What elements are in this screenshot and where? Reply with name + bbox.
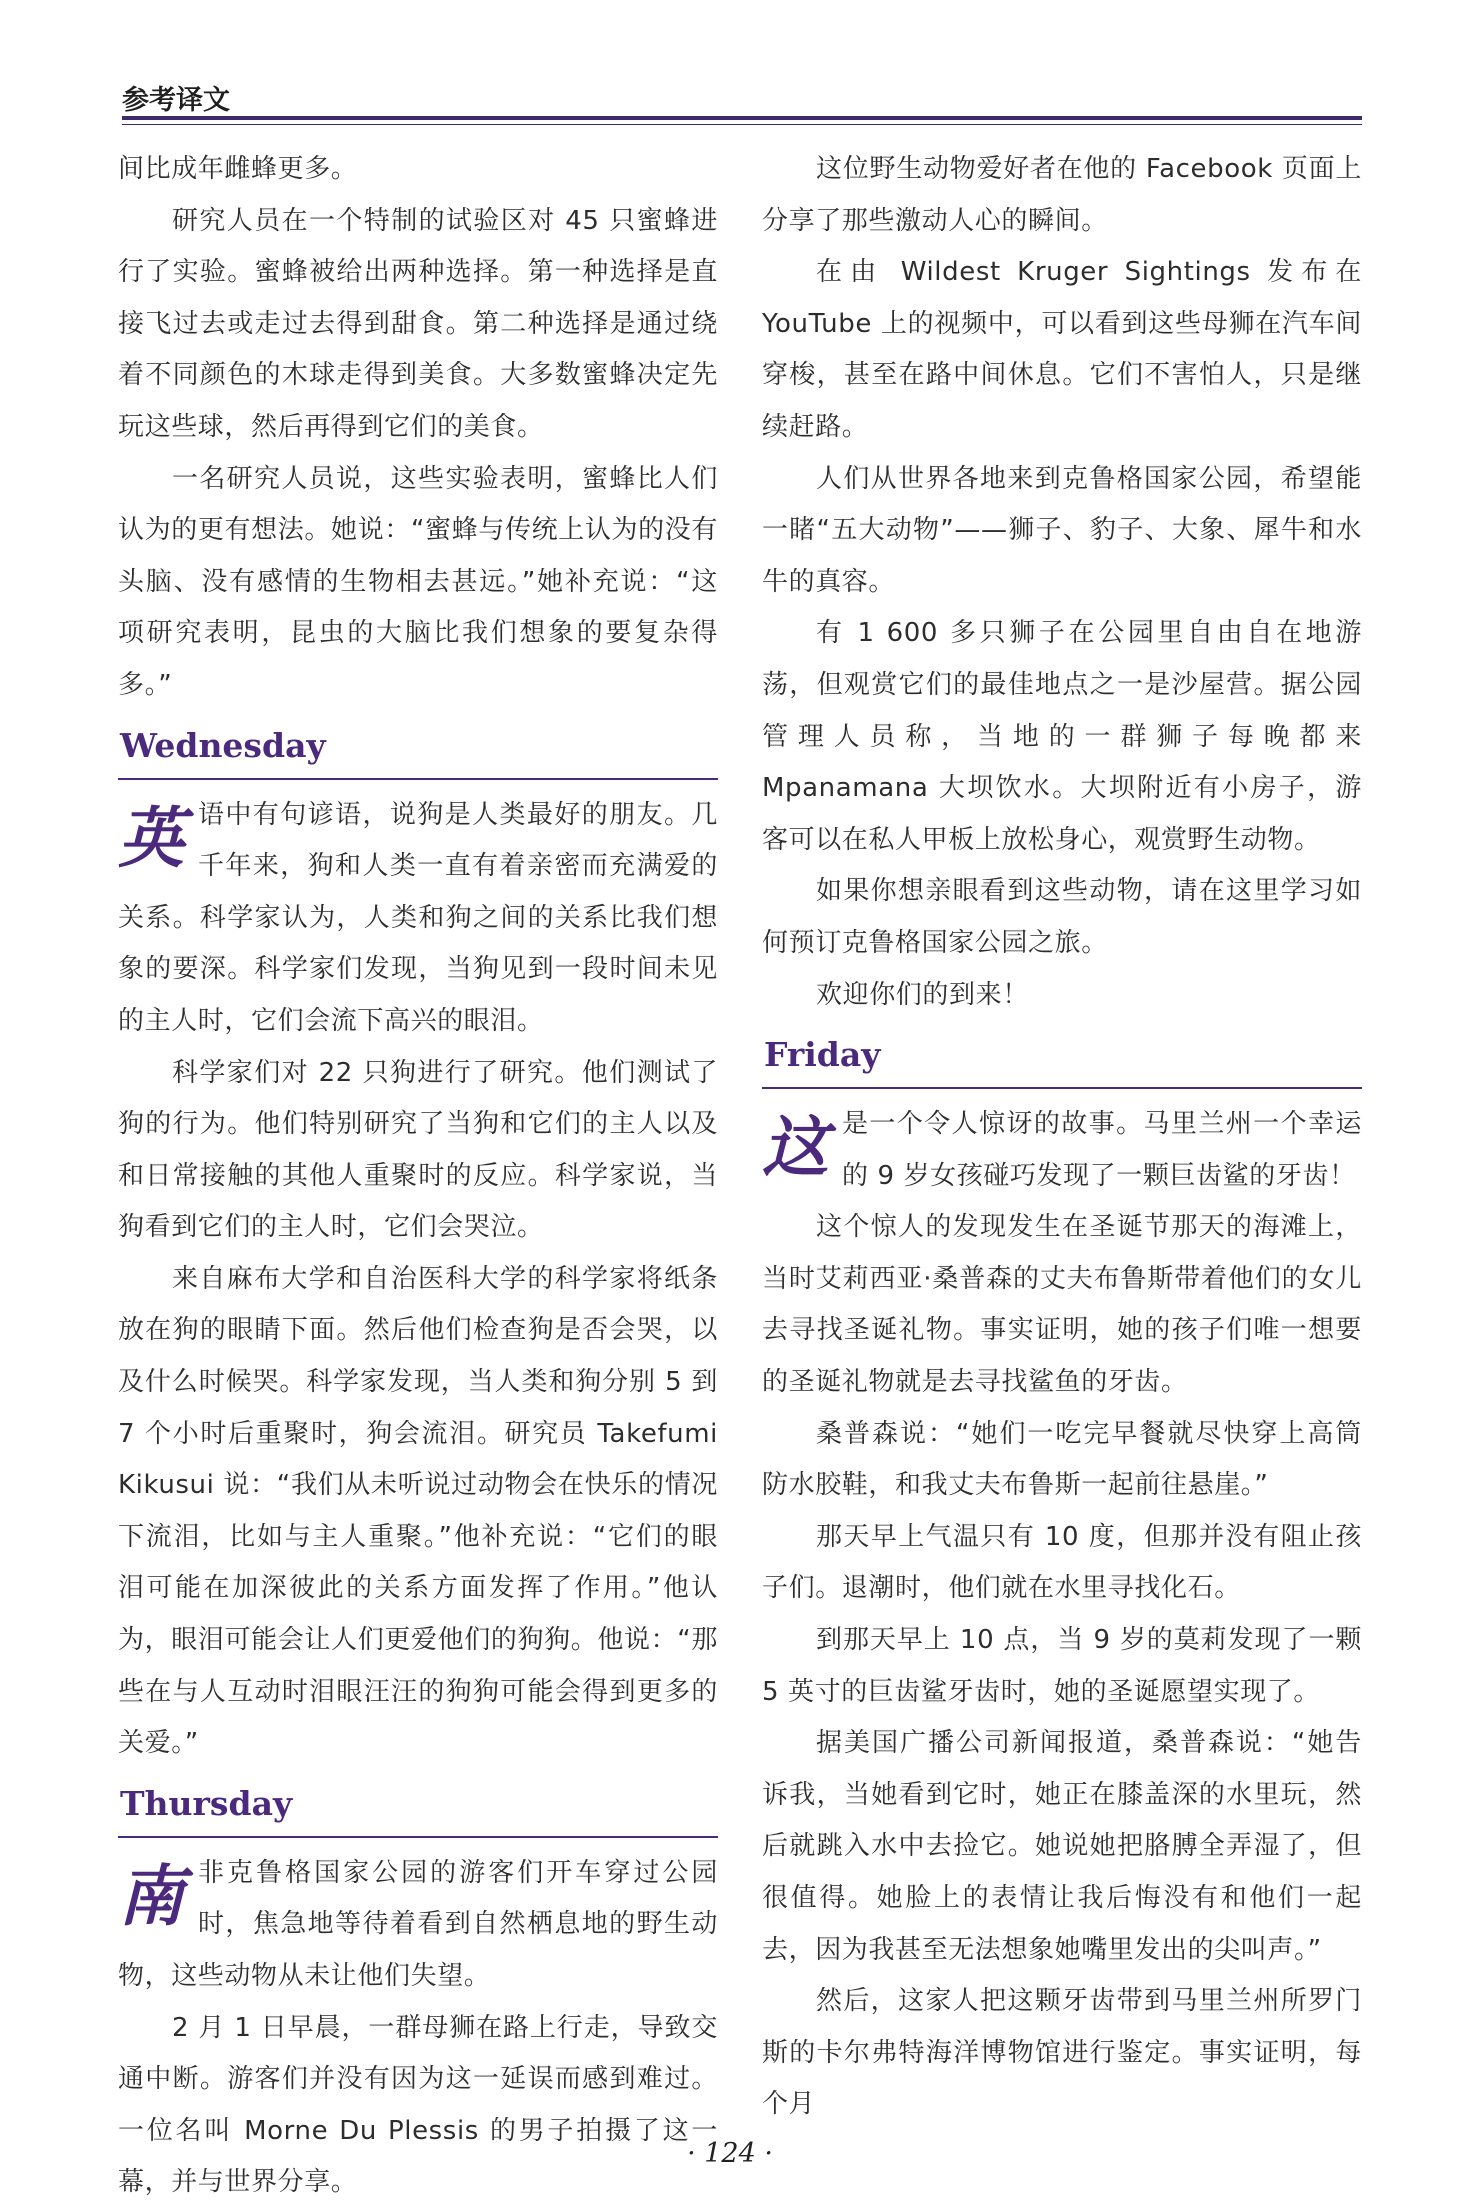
- paragraph: 间比成年雌蜂更多。: [118, 154, 358, 184]
- paragraph: 2 月 1 日早晨，一群母狮在路上行走，导致交通中断。游客们并没有因为这一延误而感到难过。一位名叫 Morne Du Plessis 的男子拍摄了这一幕，并与世界分享。: [118, 2012, 718, 2198]
- day-title: Thursday: [120, 1783, 293, 1823]
- day-title: Friday: [764, 1035, 881, 1075]
- paragraph: 然后，这家人把这颗牙齿带到马里兰州所罗门斯的卡尔弗特海洋博物馆进行鉴定。事实证明，每个月: [762, 1986, 1362, 2120]
- paragraph: 一名研究人员说，这些实验表明，蜜蜂比人们认为的更有想法。她说：“蜜蜂与传统上认为的没有头脑、没有感情的生物相去甚远。”她补充说：“这项研究表明，昆虫的大脑比我们想象的要复杂得多。”: [118, 463, 718, 700]
- day-heading-thursday: [118, 1778, 718, 1842]
- paragraph: 人们从世界各地来到克鲁格国家公园，希望能一睹“五大动物”——狮子、豹子、大象、犀牛和水牛的真容。: [762, 463, 1362, 597]
- left-column: [118, 144, 718, 2209]
- paragraph: 欢迎你们的到来！: [816, 979, 1029, 1010]
- paragraph: 那天早上气温只有 10 度，但那并没有阻止孩子们。退潮时，他们就在水里寻找化石。: [762, 1521, 1362, 1604]
- paragraph: 研究人员在一个特制的试验区对 45 只蜜蜂进行了实验。蜜蜂被给出两种选择。第一种选择是直接飞过去或走过去得到甜食。第二种选择是通过绕着不同颜色的木球走得到美食。大多数蜜蜂决定先玩这些球，然后再得到它们的美食。: [118, 205, 718, 442]
- section-title: 参考译文: [122, 85, 230, 116]
- day-heading-wednesday: [118, 720, 718, 784]
- paragraph: 桑普森说：“她们一吃完早餐就尽快穿上高筒防水胶鞋，和我丈夫布鲁斯一起前往悬崖。”: [762, 1418, 1362, 1501]
- heading-rule: [118, 1836, 718, 1838]
- paragraph: 是一个令人惊讶的故事。马里兰州一个幸运的 9 岁女孩碰巧发现了一颗巨齿鲨的牙齿！: [842, 1109, 1362, 1191]
- header-rule: [122, 116, 1362, 120]
- paragraph: 这位野生动物爱好者在他的 Facebook 页面上分享了那些激动人心的瞬间。: [762, 154, 1362, 236]
- paragraph: 科学家们对 22 只狗进行了研究。他们测试了狗的行为。他们特别研究了当狗和它们的主人以及和日常接触的其他人重聚时的反应。科学家说，当狗看到它们的主人时，它们会哭泣。: [118, 1057, 718, 1243]
- article-friday: [762, 1099, 1362, 2131]
- page-number: · 124 ·: [687, 2138, 773, 2169]
- paragraph: 这个惊人的发现发生在圣诞节那天的海滩上，当时艾莉西亚·桑普森的丈夫布鲁斯带着他们的女儿去寻找圣诞礼物。事实证明，她的孩子们唯一想要的圣诞礼物就是去寻找鲨鱼的牙齿。: [762, 1212, 1362, 1398]
- day-title: Wednesday: [120, 725, 326, 765]
- drop-cap: 这: [762, 1108, 828, 1187]
- paragraph: 在由 Wildest Kruger Sightings 发布在 YouTube 上的视频中，可以看到这些母狮在汽车间穿梭，甚至在路中间休息。它们不害怕人，只是继续赶路。: [762, 257, 1362, 442]
- day-heading-friday: [762, 1029, 1362, 1093]
- paragraph: 语中有句谚语，说狗是人类最好的朋友。几千年来，狗和人类一直有着亲密而充满爱的关系。科学家认为，人类和狗之间的关系比我们想象的要深。科学家们发现，当狗见到一段时间未见的主人时，它们会流下高兴的眼泪。: [118, 799, 718, 1036]
- right-column: [762, 144, 1362, 2131]
- heading-rule: [118, 778, 718, 780]
- article-wednesday: [118, 790, 718, 1770]
- paragraph: 到那天早上 10 点，当 9 岁的莫莉发现了一颗 5 英寸的巨齿鲨牙齿时，她的圣诞愿望实现了。: [762, 1625, 1362, 1707]
- heading-rule: [762, 1087, 1362, 1089]
- paragraph: 非克鲁格国家公园的游客们开车穿过公园时，焦急地等待着看到自然栖息地的野生动物，这些动物从未让他们失望。: [118, 1857, 718, 1991]
- header-rule-thin: [122, 124, 1362, 125]
- paragraph: 据美国广播公司新闻报道，桑普森说：“她告诉我，当她看到它时，她正在膝盖深的水里玩，然后就跳入水中去捡它。她说她把胳膊全弄湿了，但很值得。她脸上的表情让我后悔没有和他们一起去，因为我甚至无法想象她嘴里发出的尖叫声。”: [762, 1728, 1362, 1965]
- drop-cap: 南: [118, 1856, 184, 1935]
- drop-cap: 英: [118, 798, 184, 877]
- page-header: [122, 74, 1362, 128]
- paragraph: 如果你想亲眼看到这些动物，请在这里学习如何预订克鲁格国家公园之旅。: [762, 876, 1362, 958]
- paragraph: 来自麻布大学和自治医科大学的科学家将纸条放在狗的眼睛下面。然后他们检查狗是否会哭，以及什么时候哭。科学家发现，当人类和狗分别 5 到 7 个小时后重聚时，狗会流泪。研究员 Takefumi Kikusui 说：“我们从未听说过动物会在快乐的情况下流泪，比如与主人重聚。”他补充说：“它们的眼泪可能在加深彼此的关系方面发挥了作用。”他认为，眼泪可能会让人们更爱他们的狗狗。他说：“那些在与人互动时泪眼汪汪的狗狗可能会得到更多的关爱。”: [118, 1263, 718, 1759]
- paragraph: 有 1 600 多只狮子在公园里自由自在地游荡，但观赏它们的最佳地点之一是沙屋营。据公园管理人员称，当地的一群狮子每晚都来 Mpanamana 大坝饮水。大坝附近有小房子，游客可以在私人甲板上放松身心，观赏野生动物。: [762, 618, 1362, 855]
